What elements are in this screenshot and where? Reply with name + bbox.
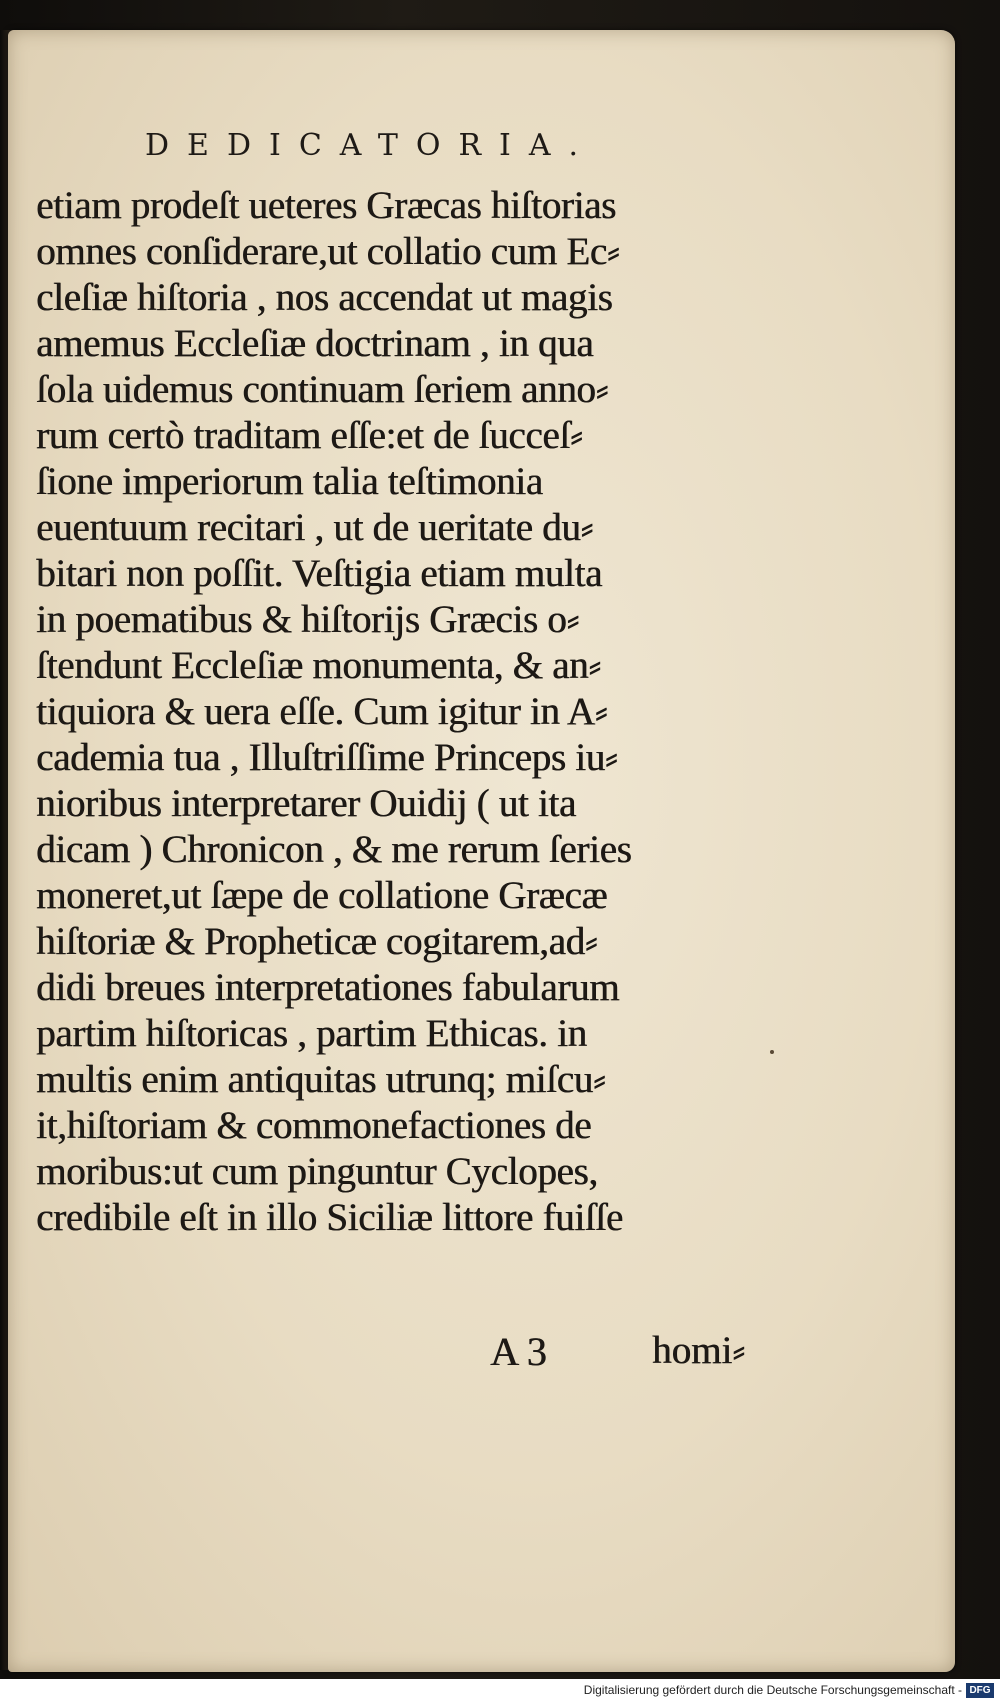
text-line: in poematibus & hiſtorijs Græcis o⸗	[36, 598, 580, 641]
catchword: homi⸗	[652, 1329, 746, 1372]
text-line: etiam prodeſt ueteres Græcas hiſtorias	[36, 184, 616, 227]
text-line: moribus:ut cum pinguntur Cyclopes,	[36, 1150, 598, 1193]
footer-bar	[0, 1679, 1000, 1701]
text-line: dicam ) Chronicon , & me rerum ſeries	[36, 828, 632, 871]
text-line: nioribus interpretarer Ouidij ( ut ita	[36, 782, 576, 825]
text-line: didi breues interpretationes fabularum	[36, 966, 620, 1009]
running-head: DEDICATORIA.	[145, 128, 597, 163]
text-line: hiſtoriæ & Propheticæ cogitarem,ad⸗	[36, 920, 598, 963]
dfg-logo: DFG	[966, 1683, 994, 1698]
text-line: ſione imperiorum talia teſtimonia	[36, 460, 543, 503]
text-line: moneret,ut ſæpe de collatione Græcæ	[36, 874, 608, 917]
signature-mark: A 3	[490, 1329, 547, 1374]
text-line: cademia tua , Illuſtriſſime Princeps iu⸗	[36, 736, 618, 779]
text-line: amemus Eccleſiæ doctrinam , in qua	[36, 322, 594, 365]
text-line: credibile eſt in illo Siciliæ littore fuiſſe	[36, 1196, 623, 1239]
text-line: tiquiora & uera eſſe. Cum igitur in A⸗	[36, 690, 608, 733]
text-line: cleſiæ hiſtoria , nos accendat ut magis	[36, 276, 613, 319]
funding-credit: Digitalisierung gefördert durch die Deutsche Forschungsgemeinschaft -	[583, 1683, 962, 1697]
text-line: rum certò traditam eſſe:et de ſucceſ⸗	[36, 414, 583, 457]
text-line: ſola uidemus continuam ſeriem anno⸗	[36, 368, 609, 411]
page-text	[36, 183, 796, 1241]
text-line: euentuum recitari , ut de ueritate du⸗	[36, 506, 594, 549]
text-line: partim hiſtoricas , partim Ethicas. in	[36, 1012, 587, 1055]
text-line: multis enim antiquitas utrunq; miſcu⸗	[36, 1058, 606, 1101]
text-line: bitari non poſſit. Veſtigia etiam multa	[36, 552, 602, 595]
text-line: ſtendunt Eccleſiæ monumenta, & an⸗	[36, 644, 601, 687]
ink-speck	[770, 1050, 774, 1054]
text-line: omnes conſiderare,ut collatio cum Ec⸗	[36, 230, 620, 273]
text-line: it,hiſtoriam & commonefactiones de	[36, 1104, 592, 1147]
